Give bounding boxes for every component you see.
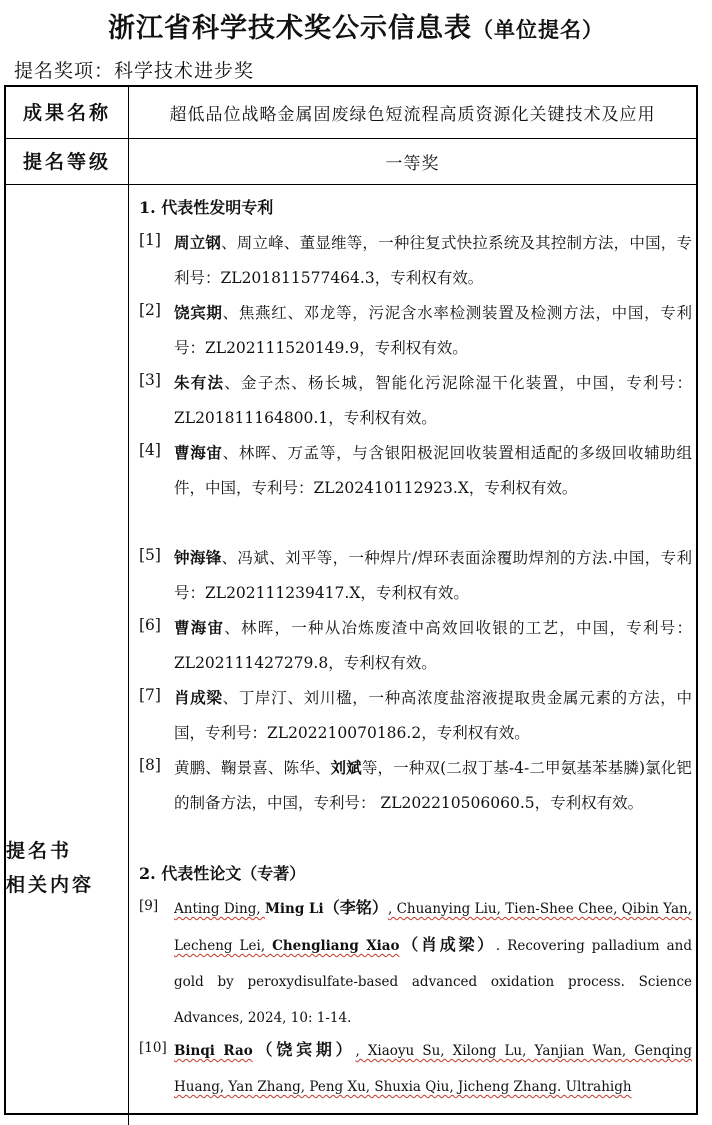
patent-text: 曹海宙、林晖、万孟等，与含银阳极泥回收装置相适配的多级回收辅助组件，中国，专利号：ZL202410112923.X，专利权有效。 <box>174 443 692 497</box>
patent-text: 朱有法、金子杰、杨长城，智能化污泥除湿干化装置，中国，专利号：ZL201811164800.1，专利权有效。 <box>174 373 692 427</box>
nomination-content-row <box>6 185 696 1125</box>
patent-text: 饶宾期、焦燕红、邓龙等，污泥含水率检测装置及检测方法，中国，专利号：ZL202111520149.9，专利权有效。 <box>174 303 692 357</box>
patent-number: [2] <box>139 301 161 319</box>
patent-number: [1] <box>139 231 161 249</box>
paper-text: Anting Ding, Ming Li（李铭）, Chuanying Liu, Tien-Shee Chee, Qibin Yan, Lecheng Lei, Chengliang Xiao（肖成梁）. Recovering palladium and gold by peroxydisulfate-based advanced oxidation process. Science Advances, 2024, 10: 1-14. <box>174 898 692 1026</box>
page-title: 浙江省科学技术奖公示信息表（单位提名） <box>108 13 604 44</box>
nomination-level-label: 提名等级 <box>6 139 129 184</box>
nomination-level-value: 一等奖 <box>385 154 440 174</box>
achievement-name-value: 超低品位战略金属固废绿色短流程高质资源化关键技术及应用 <box>169 105 656 125</box>
patent-text: 钟海锋、冯斌、刘平等，一种焊片/焊环表面涂覆助焊剂的方法.中国，专利号：ZL202111239417.X，专利权有效。 <box>174 548 692 602</box>
patent-number: [5] <box>139 546 161 564</box>
patent-text: 周立钢、周立峰、董显维等，一种往复式快拉系统及其控制方法，中国，专利号：ZL201811577464.3，专利权有效。 <box>174 233 692 287</box>
paper-number: [10] <box>139 1040 167 1056</box>
info-table <box>4 85 698 1115</box>
award-type: 提名奖项：科学技术进步奖 <box>14 60 255 82</box>
patent-number: [8] <box>139 756 161 774</box>
paper-number: [9] <box>139 898 159 914</box>
paper-text: Binqi Rao（饶宾期）, Xiaoyu Su, Xilong Lu, Yanjian Wan, Genqing Huang, Yan Zhang, Peng Xu, Shuxia Qiu, Jicheng Zhang. Ultrahigh <box>174 1040 692 1095</box>
patent-text: 肖成梁、丁岸汀、刘川楹，一种高浓度盐溶液提取贵金属元素的方法，中国，专利号：ZL202210070186.2，专利权有效。 <box>174 688 692 742</box>
patent-number: [7] <box>139 686 161 704</box>
papers-heading: 2. 代表性论文（专著） <box>139 864 306 883</box>
patent-text: 黄鹏、鞠景喜、陈华、刘斌等，一种双(二叔丁基-4-二甲氨基苯基膦)氯化钯的制备方法，中国，专利号： ZL202210506060.5，专利权有效。 <box>174 758 692 812</box>
patent-number: [6] <box>139 616 161 634</box>
patent-number: [3] <box>139 371 161 389</box>
patents-heading: 1. 代表性发明专利 <box>139 198 274 217</box>
patent-text: 曹海宙、林晖，一种从冶炼废渣中高效回收银的工艺，中国，专利号：ZL202111427279.8，专利权有效。 <box>174 618 692 672</box>
achievement-name-label: 成果名称 <box>6 87 129 138</box>
nomination-level-row <box>6 139 696 185</box>
title-suffix: （单位提名） <box>472 18 604 42</box>
nomination-content-label: 提名书 相关内容 <box>6 185 129 1125</box>
patent-number: [4] <box>139 441 161 459</box>
achievement-name-row <box>6 87 696 139</box>
